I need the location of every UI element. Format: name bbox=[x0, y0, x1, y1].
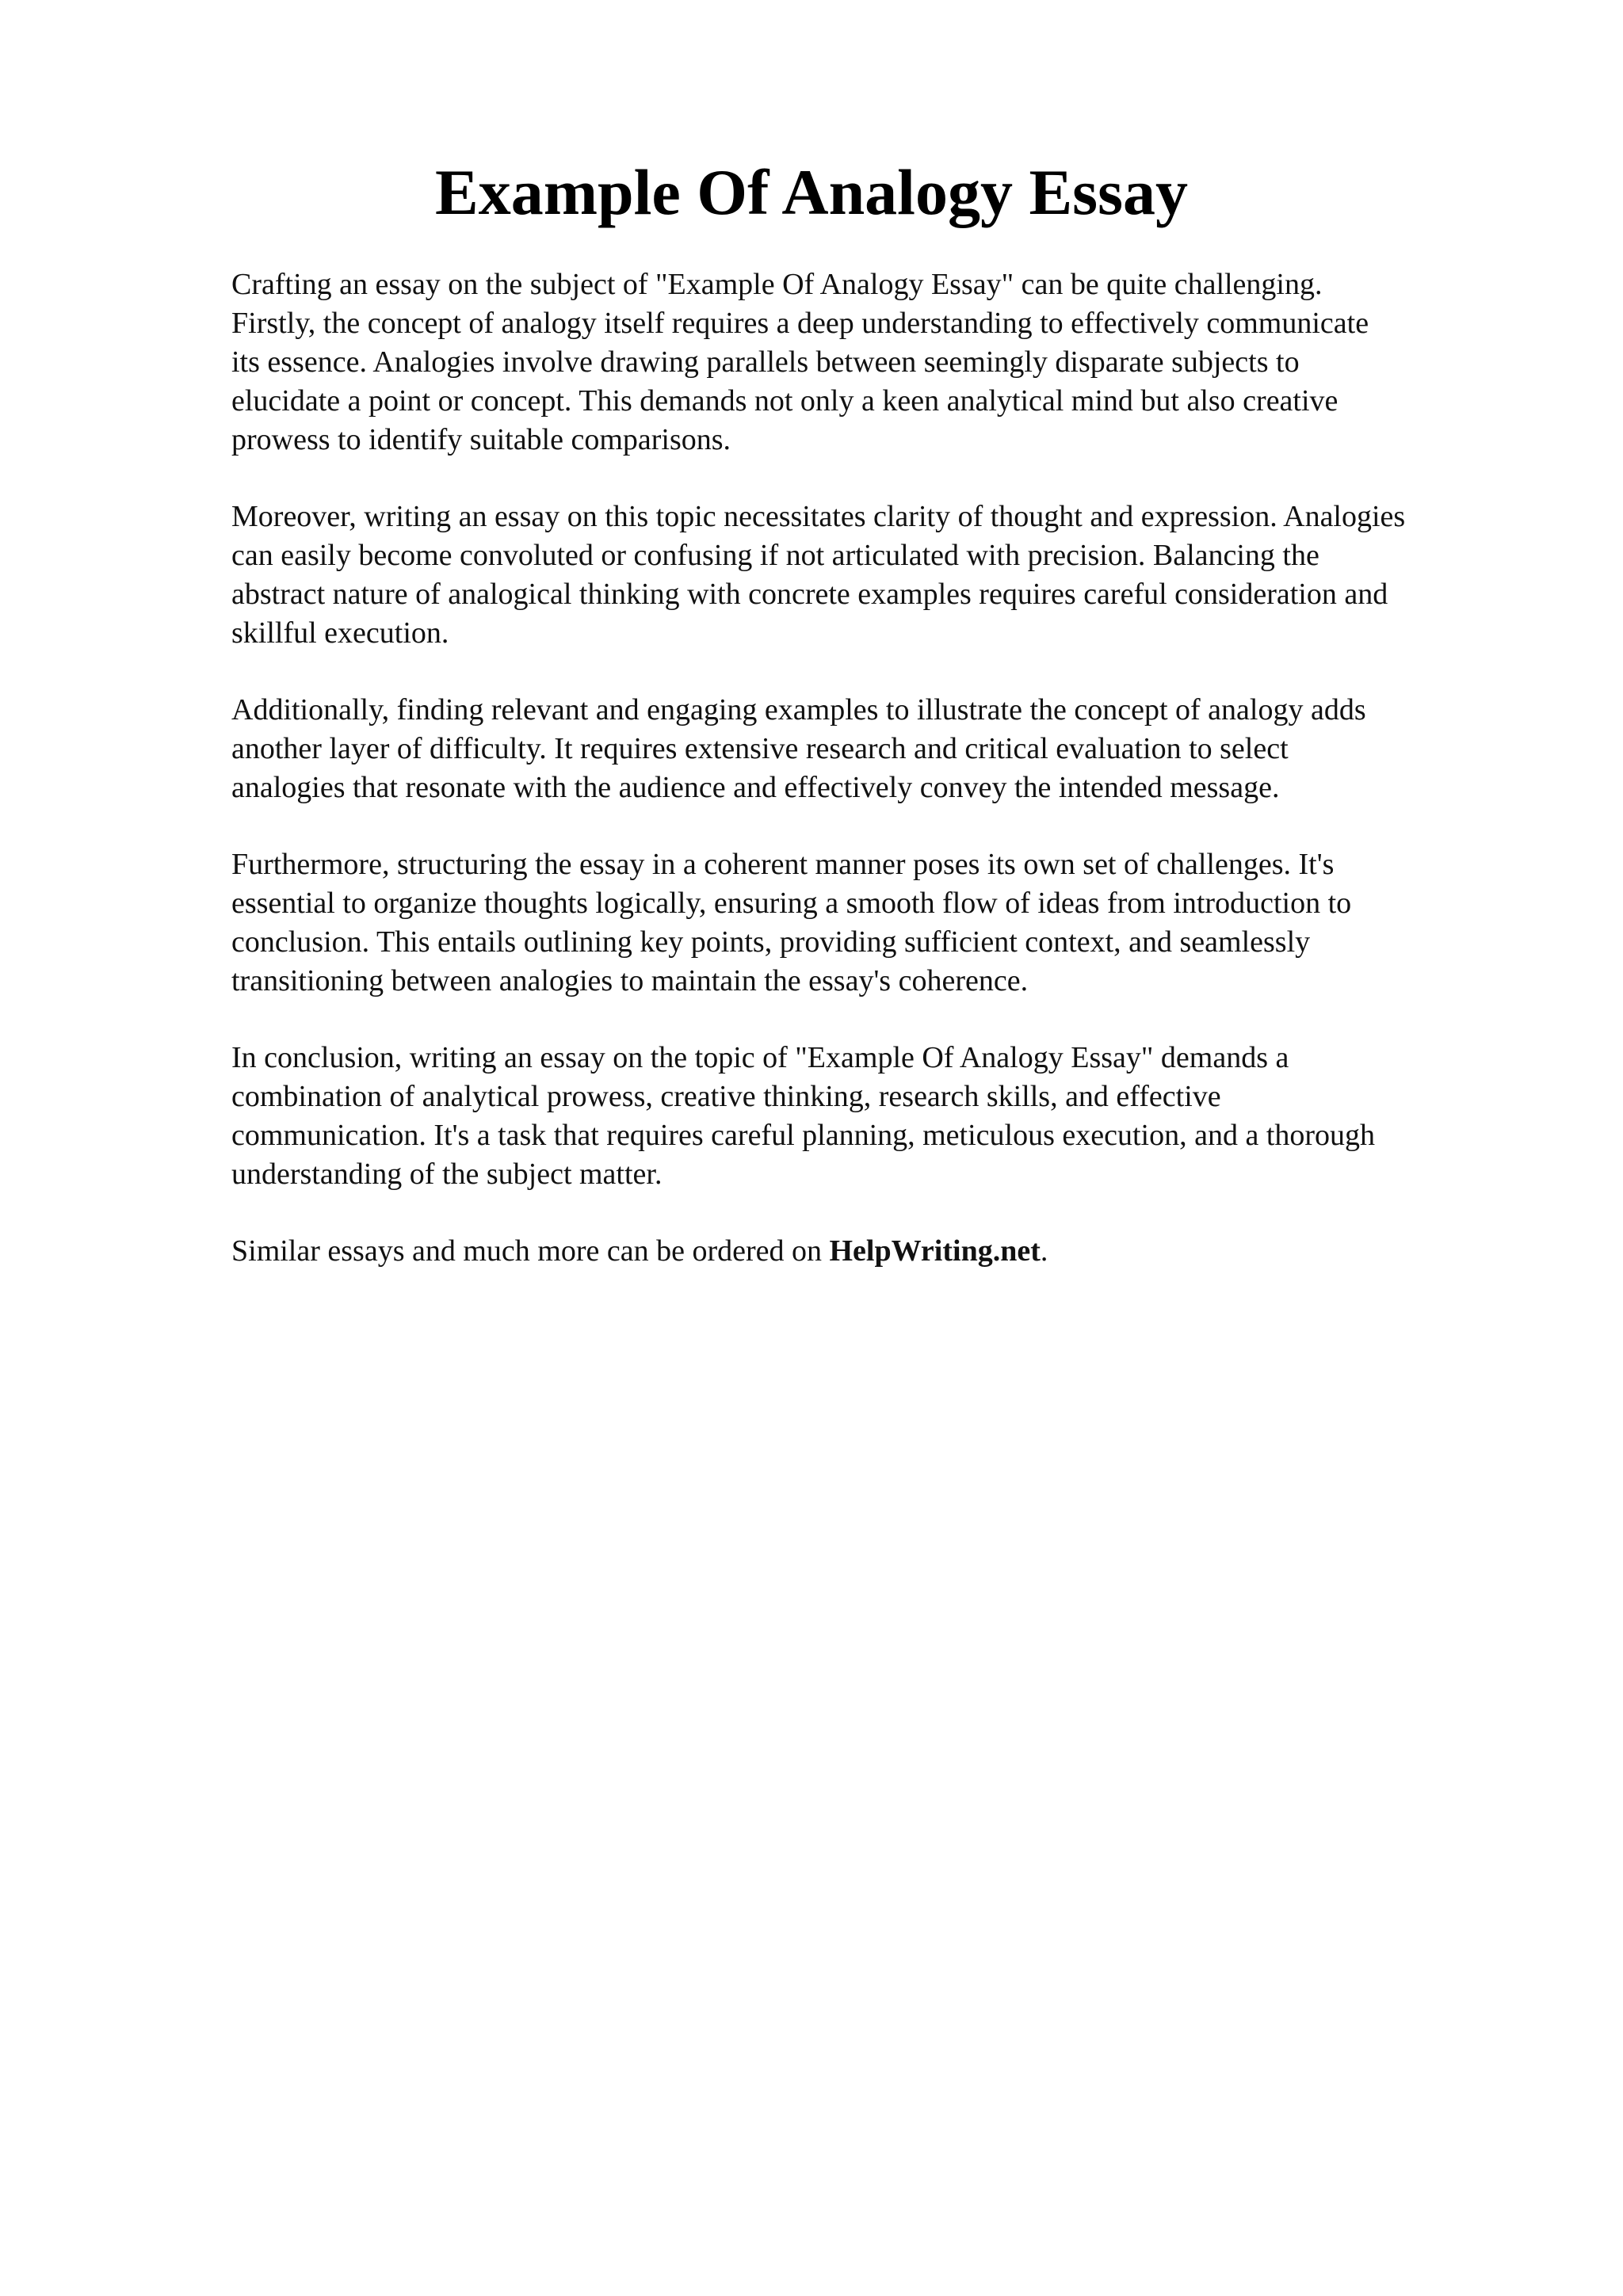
paragraph-line: Moreover, writing an essay on this topic necessitates clarity of thought and expression. Analogies bbox=[231, 500, 1406, 533]
paragraph-1 bbox=[231, 265, 1539, 460]
footer-note bbox=[231, 1232, 1539, 1271]
paragraph-5 bbox=[231, 1039, 1539, 1194]
paragraph-line: Furthermore, structuring the essay in a coherent manner poses its own set of challenges. It's bbox=[231, 848, 1335, 881]
paragraph-line: analogies that resonate with the audience and effectively convey the intended message. bbox=[231, 771, 1280, 804]
footer-suffix: . bbox=[1040, 1234, 1048, 1268]
paragraph-line: abstract nature of analogical thinking with concrete examples requires careful consideration and bbox=[231, 578, 1388, 611]
paragraph-line: Crafting an essay on the subject of "Example Of Analogy Essay" can be quite challenging. bbox=[231, 268, 1323, 301]
document-title: Example Of Analogy Essay bbox=[435, 156, 1188, 228]
paragraph-line: elucidate a point or concept. This demands not only a keen analytical mind but also creative bbox=[231, 384, 1338, 418]
paragraph-line: another layer of difficulty. It requires extensive research and critical evaluation to select bbox=[231, 732, 1289, 765]
paragraph-line: understanding of the subject matter. bbox=[231, 1158, 663, 1191]
paragraph-line: conclusion. This entails outlining key points, providing sufficient context, and seamlessly bbox=[231, 925, 1311, 959]
paragraph-line: prowess to identify suitable comparisons. bbox=[231, 423, 731, 456]
paragraph-line: Firstly, the concept of analogy itself requires a deep understanding to effectively communicate bbox=[231, 307, 1369, 340]
footer-prefix: Similar essays and much more can be ordered on bbox=[231, 1234, 830, 1268]
paragraph-line: In conclusion, writing an essay on the topic of "Example Of Analogy Essay" demands a bbox=[231, 1041, 1289, 1074]
paragraph-line: skillful execution. bbox=[231, 616, 449, 650]
footer-line bbox=[231, 1232, 1539, 1271]
paragraph-line: communication. It's a task that requires careful planning, meticulous execution, and a thorough bbox=[231, 1119, 1376, 1152]
paragraph-3 bbox=[231, 691, 1539, 807]
paragraph-line: combination of analytical prowess, creative thinking, research skills, and effective bbox=[231, 1080, 1221, 1113]
paragraph-4 bbox=[231, 845, 1539, 1001]
paragraph-line: can easily become convoluted or confusing if not articulated with precision. Balancing the bbox=[231, 539, 1319, 572]
helpwriting-link[interactable]: HelpWriting.net bbox=[829, 1234, 1041, 1268]
paragraph-2 bbox=[231, 498, 1539, 653]
document-body bbox=[231, 265, 1539, 1309]
paragraph-line: Additionally, finding relevant and engaging examples to illustrate the concept of analogy adds bbox=[231, 693, 1366, 727]
paragraph-line: transitioning between analogies to maintain the essay's coherence. bbox=[231, 964, 1029, 997]
paragraph-line: essential to organize thoughts logically, ensuring a smooth flow of ideas from introduction to bbox=[231, 887, 1352, 920]
paragraph-line: its essence. Analogies involve drawing parallels between seemingly disparate subjects to bbox=[231, 345, 1300, 379]
